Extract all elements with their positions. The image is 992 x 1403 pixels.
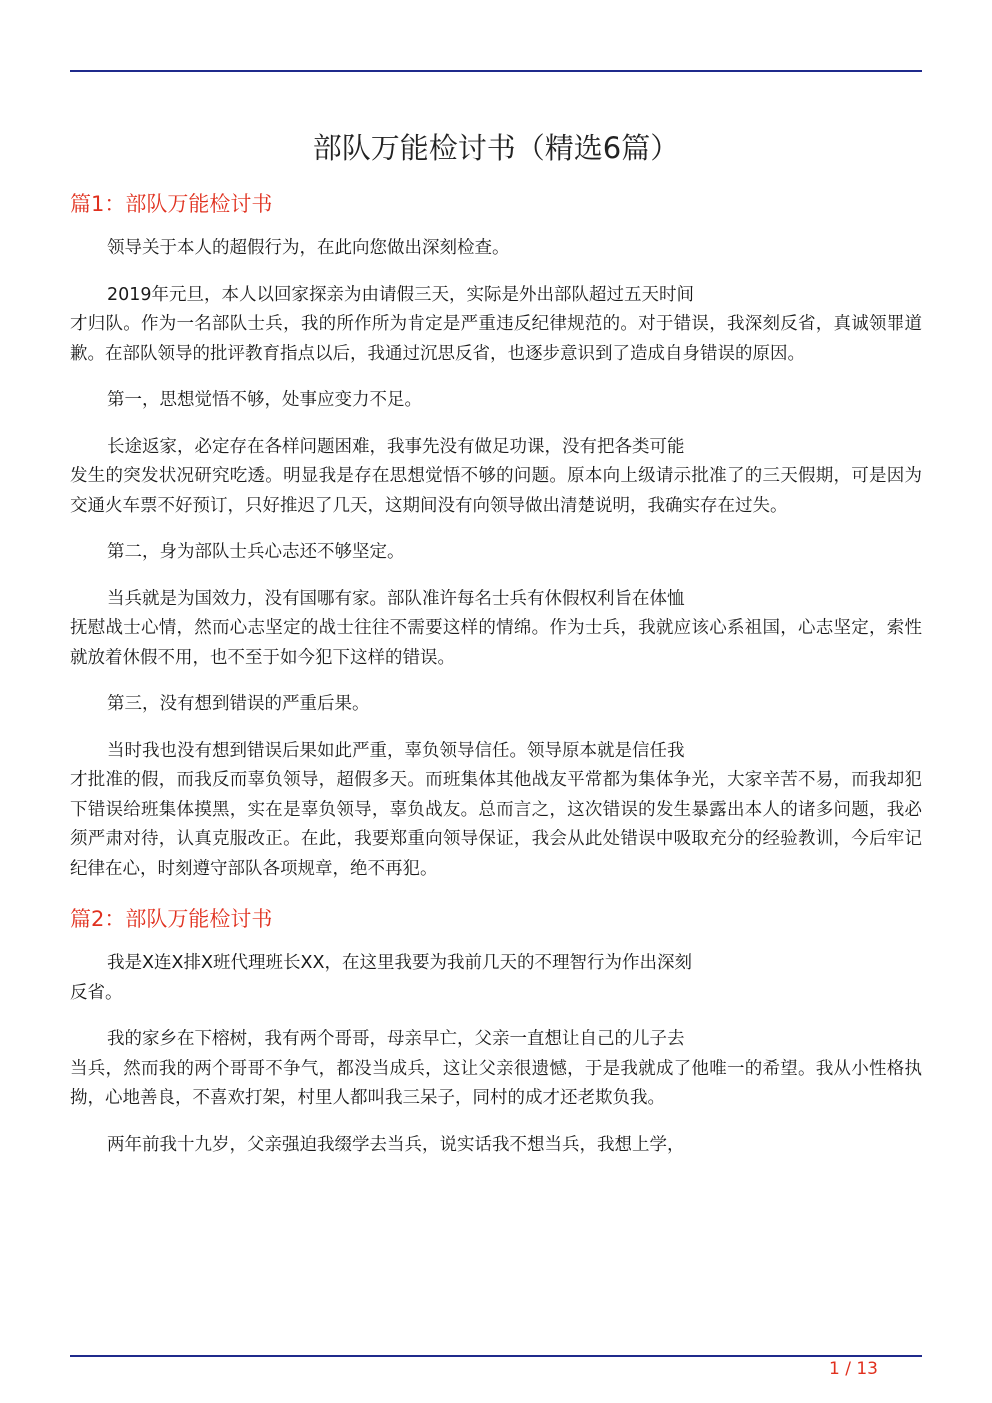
paragraph-continuation: 反省。 — [70, 982, 123, 1003]
paragraph — [70, 1025, 922, 1114]
section-1 — [70, 186, 922, 884]
paragraph-first-line: 领导关于本人的超假行为，在此向您做出深刻检查。 — [107, 238, 510, 258]
header-rule — [70, 70, 922, 72]
paragraph-first-line: 第三，没有想到错误的严重后果。 — [107, 694, 370, 714]
paragraph-first-line: 当时我也没有想到错误后果如此严重，辜负领导信任。领导原本就是信任我 — [107, 740, 685, 761]
paragraph-first-line: 第二，身为部队士兵心志还不够坚定。 — [107, 542, 405, 562]
paragraph — [70, 737, 922, 885]
paragraph-continuation: 发生的突发状况研究吃透。明显我是存在思想觉悟不够的问题。原本向上级请示批准了的三天假期，可是因为交通火车票不好预订，只好推迟了几天，这期间没有向领导做出清楚说明，我确实存在过失。 — [70, 466, 922, 516]
paragraph-first-line: 我的家乡在下榕树，我有两个哥哥，母亲早亡，父亲一直想让自己的儿子去 — [107, 1029, 685, 1049]
paragraph — [70, 585, 922, 674]
paragraph — [70, 949, 922, 1008]
paragraph-first-line: 2019年元旦，本人以回家探亲为由请假三天，实际是外出部队超过五天时间 — [107, 284, 695, 305]
page-title: 部队万能检讨书（精选6篇） — [312, 131, 680, 165]
section-heading: 篇2：部队万能检讨书 — [70, 907, 273, 931]
paragraph-first-line: 两年前我十九岁，父亲强迫我缀学去当兵，说实话我不想当兵，我想上学， — [107, 1134, 685, 1155]
paragraph-continuation: 才批准的假，而我反而辜负领导，超假多天。而班集体其他战友平常都为集体争光，大家辛苦不易，而我却犯下错误给班集体摸黑，实在是辜负领导，辜负战友。总而言之，这次错误的发生暴露出本人的诸多问题，我必须严肃对待，认真克服改正。在此，我要郑重向领导保证，我会从此处错误中吸取充分的经验教训，今后牢记纪律在心，时刻遵守部队各项规章，绝不再犯。 — [70, 770, 922, 879]
paragraph — [70, 538, 922, 568]
document-body — [70, 186, 922, 1177]
paragraph — [70, 234, 922, 264]
footer-rule — [70, 1355, 922, 1357]
paragraph-first-line: 第一，思想觉悟不够，处事应变力不足。 — [107, 390, 422, 410]
paragraph-first-line: 长途返家，必定存在各样问题困难，我事先没有做足功课，没有把各类可能 — [107, 436, 685, 457]
paragraph-continuation: 抚慰战士心情，然而心志坚定的战士往往不需要这样的情绵。作为士兵，我就应该心系祖国，心志坚定，索性就放着休假不用，也不至于如今犯下这样的错误。 — [70, 618, 922, 668]
paragraph-continuation: 才归队。作为一名部队士兵，我的所作所为肯定是严重违反纪律规范的。对于错误，我深刻反省，真诚领罪道歉。在部队领导的批评教育指点以后，我通过沉思反省，也逐步意识到了造成自身错误的原因。 — [70, 314, 922, 364]
page-number: 1 / 13 — [829, 1359, 878, 1379]
paragraph — [70, 433, 922, 522]
paragraph — [70, 386, 922, 416]
paragraph — [70, 281, 922, 370]
paragraph-continuation: 当兵，然而我的两个哥哥不争气，都没当成兵，这让父亲很遗憾，于是我就成了他唯一的希望。我从小性格执拗，心地善良，不喜欢打架，村里人都叫我三呆子，同村的成才还老欺负我。 — [70, 1058, 922, 1108]
paragraph-first-line: 当兵就是为国效力，没有国哪有家。部队准许每名士兵有休假权利旨在体恤 — [107, 588, 685, 609]
section-heading: 篇1：部队万能检讨书 — [70, 192, 273, 216]
paragraph-first-line: 我是X连X排X班代理班长XX，在这里我要为我前几天的不理智行为作出深刻 — [107, 953, 692, 973]
paragraph — [70, 1131, 922, 1161]
section-2 — [70, 901, 922, 1160]
paragraph — [70, 690, 922, 720]
